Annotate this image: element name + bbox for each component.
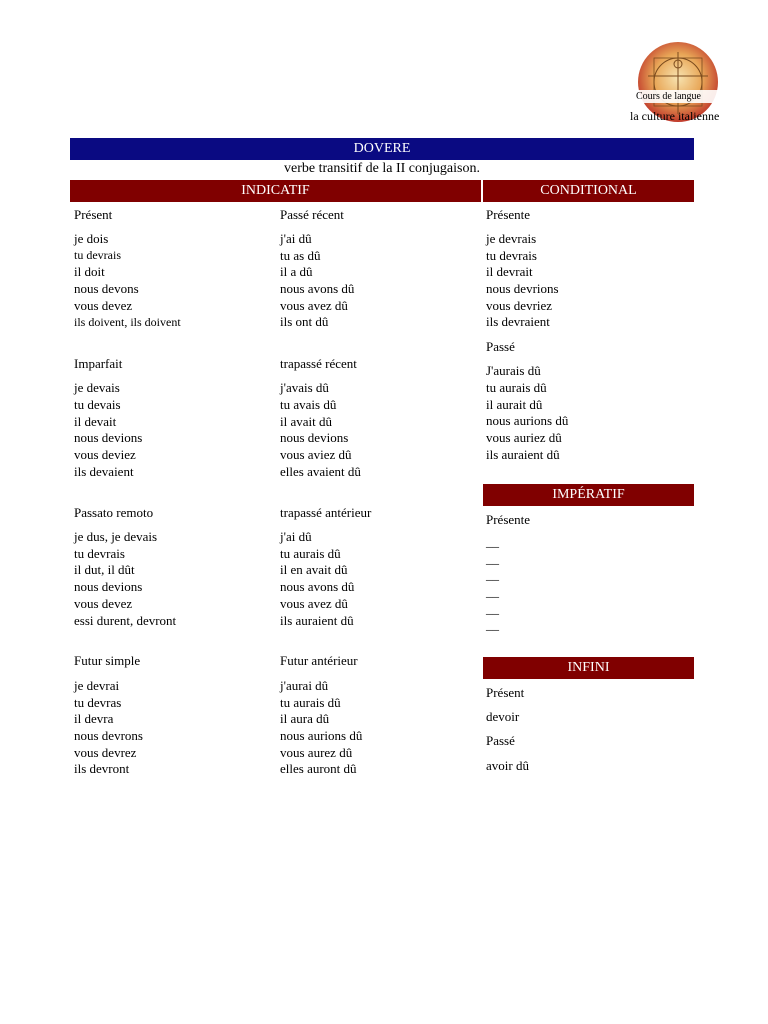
form-line: il devra [74,711,114,726]
conditional-header-label: CONDITIONAL [540,183,637,198]
infini-present-label: Présent [486,685,525,700]
form-line: tu devrais [74,248,121,262]
form-line: vous auriez dû [486,430,562,445]
form-line: vous deviez [74,447,136,462]
form-line: tu aurais dû [486,380,547,395]
form-line: nous aurions dû [280,728,363,743]
form-line: ils auraient dû [280,613,354,628]
imperatif-header-label: IMPÉRATIF [552,487,625,502]
form-line: je devais [74,380,120,395]
form-line: il en avait dû [280,562,348,577]
form-line: il aura dû [280,711,330,726]
infini-passe-value: avoir dû [486,758,529,773]
form-line: tu avais dû [280,397,337,412]
form-line: vous aurez dû [280,745,353,760]
trapasse-anterieur-title: trapassé antérieur [280,505,372,520]
form-line: vous devez [74,596,133,611]
verb-title-bar [70,138,694,160]
infini-header-label: INFINI [567,660,610,675]
logo-line1: Cours de langue [636,91,701,102]
form-line: ils devront [74,761,130,776]
form-line: tu devrais [74,546,125,561]
passato-title: Passato remoto [74,505,154,520]
form-line: vous devez [74,298,133,313]
form-line: j'ai dû [280,231,312,246]
form-line: nous devions [280,430,349,445]
form-line: vous avez dû [280,596,348,611]
form-line: je devrai [74,678,120,693]
form-line: vous devriez [486,298,553,313]
form-line: je dois [74,231,109,246]
form-line: elles auront dû [280,761,357,776]
infini-passe-label: Passé [486,733,515,748]
form-line: nous devions [74,579,143,594]
verb-title: DOVERE [353,141,411,156]
form-line: __ [486,617,499,632]
conditional-header [483,180,694,202]
form-line: j'aurai dû [280,678,329,693]
indicatif-header [70,180,481,202]
form-line: J'aurais dû [486,363,541,378]
conditional-presente-title: Présente [486,207,531,222]
form-line: tu devrais [486,248,537,263]
present-title: Présent [74,207,113,222]
infini-present-value: devoir [486,709,520,724]
imperatif-title: Présente [486,512,531,527]
form-line: tu as dû [280,248,321,263]
form-line: il aurait dû [486,397,543,412]
form-line: ils devraient [486,314,550,329]
form-line: essi durent, devront [74,613,177,628]
form-line: __ [486,551,499,566]
form-line: j'ai dû [280,529,312,544]
form-line: __ [486,534,499,549]
form-line: vous avez dû [280,298,348,313]
logo-line2: la culture italienne [630,109,720,123]
form-line: il a dû [280,264,313,279]
form-line: nous devions [74,430,143,445]
conditional-passe-title: Passé [486,339,515,354]
form-line: ils doivent, ils doivent [74,315,181,329]
form-line: tu aurais dû [280,546,341,561]
form-line: ils ont dû [280,314,329,329]
futur-title: Futur simple [74,653,141,668]
form-line: nous devrions [486,281,559,296]
imparfait-title: Imparfait [74,356,123,371]
form-line: ils devaient [74,464,134,479]
form-line: __ [486,567,499,582]
form-line: tu devais [74,397,121,412]
form-line: il dut, il dût [74,562,135,577]
form-line: elles avaient dû [280,464,361,479]
futur-anterieur-title: Futur antérieur [280,653,358,668]
form-line: il devait [74,414,117,429]
infini-header [483,657,694,679]
form-line: je devrais [486,231,537,246]
form-line: nous devons [74,281,139,296]
form-line: j'avais dû [280,380,329,395]
form-line: il doit [74,264,105,279]
form-line: tu aurais dû [280,695,341,710]
form-line: vous aviez dû [280,447,352,462]
form-line: nous avons dû [280,579,355,594]
form-line: il avait dû [280,414,332,429]
form-line: ils auraient dû [486,447,560,462]
indicatif-header-label: INDICATIF [241,183,310,198]
verb-subtitle: verbe transitif de la II conjugaison. [284,161,480,176]
form-line: il devrait [486,264,533,279]
form-line: __ [486,601,499,616]
passe-recent-title: Passé récent [280,207,344,222]
trapasse-recent-title: trapassé récent [280,356,357,371]
form-line: je dus, je devais [74,529,158,544]
imperatif-header [483,484,694,506]
form-line: __ [486,584,499,599]
form-line: nous aurions dû [486,413,569,428]
form-line: tu devras [74,695,122,710]
form-line: nous devrons [74,728,143,743]
form-line: nous avons dû [280,281,355,296]
logo [632,42,724,132]
form-line: vous devrez [74,745,137,760]
